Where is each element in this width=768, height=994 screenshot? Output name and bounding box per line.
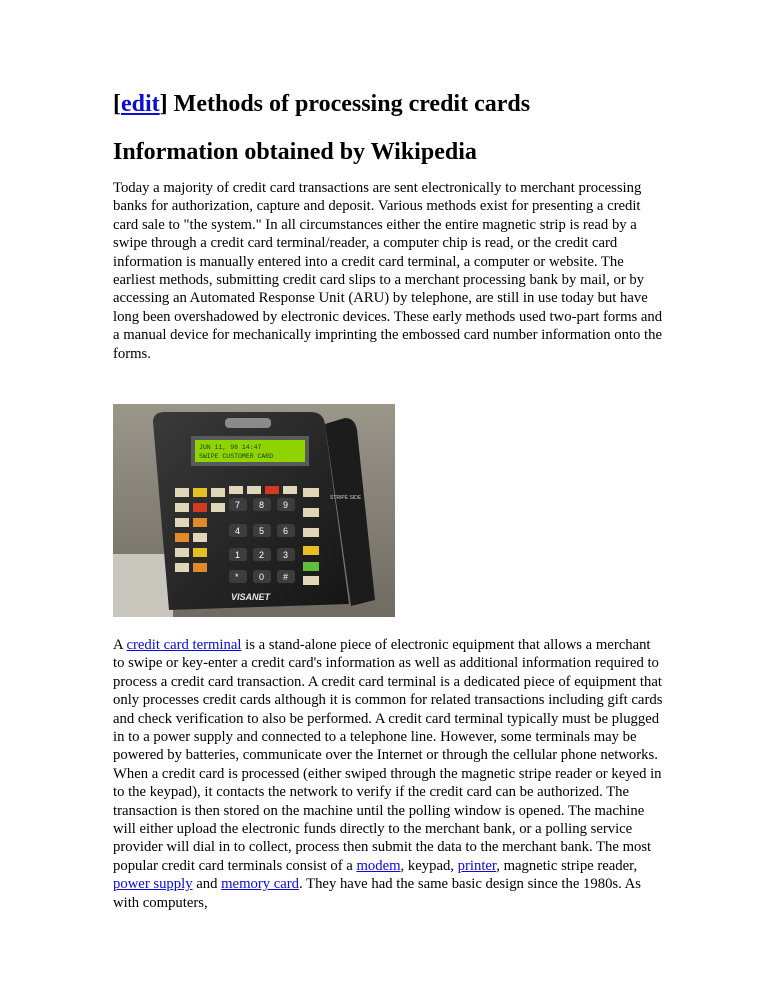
text-run: is a stand-alone piece of electronic equipment that allows a merchant to swipe or key-enter a credit card's information as well as additional information required to process a credit card transaction. A credit card terminal is a dedicated piece of equipment that only processes credit cards although it is common for related transactions including gift cards and check verification to also be performed. A credit card terminal typically must be plugged in to a power supply and connected to a telephone line. However, some terminals may be powered by batteries, communicate over the Internet or through the cellular phone networks. When a credit card is processed (either swiped through the magnetic stripe reader or keyed in to the keypad), it contacts the network to verify if the credit card can be authorized. The transaction is then stored on the machine until the polling window is opened. The machine will either upload the electronic funds directly to the merchant bank, or a polling service provider will dial in to collect, process then submit the data to the merchant bank. The most popular credit card terminals consist of a	[113, 637, 663, 874]
bracket-close: ]	[159, 91, 168, 117]
photo-paper	[113, 554, 173, 617]
text-run: A	[113, 637, 127, 653]
link-credit-card-terminal[interactable]: credit card terminal	[126, 637, 242, 653]
text-run: and	[192, 876, 222, 893]
svg-text:2: 2	[259, 550, 265, 560]
svg-text:3: 3	[283, 550, 289, 560]
logo-plate	[225, 418, 271, 428]
svg-text:0: 0	[259, 572, 265, 582]
svg-text:*: *	[235, 572, 239, 582]
page-title-text: Methods of processing credit cards	[167, 91, 531, 117]
subtitle: Information obtained by Wikipedia	[113, 139, 477, 165]
stripe-side-label: STRIPE SIDE	[330, 495, 362, 501]
intro-paragraph: Today a majority of credit card transactions are sent electronically to merchant processing banks for authorization, capture and deposit. Various methods exist for presenting a credit card sale to "the system." In all circumstances either the entire magnetic strip is read by a swipe through a credit card terminal/reader, a computer chip is read, or the credit card information is manually entered into a credit card terminal, a computer or website. The earliest methods, submitting credit card slips to a merchant processing bank by mail, or by accessing an Automated Response Unit (ARU) by telephone, are still in use today but have long been overshadowed by electronic devices. These early methods used two-part forms and a manual device for mechanically imprinting the embossed card number information onto the forms.	[113, 180, 663, 362]
svg-text:9: 9	[283, 500, 289, 510]
lcd-line-1: JUN 11, 98 14:47	[199, 444, 262, 451]
svg-text:7: 7	[235, 500, 241, 510]
visanet-logo: VISANET	[231, 592, 271, 602]
svg-text:6: 6	[283, 526, 289, 536]
terminal-photo	[113, 404, 395, 617]
link-memory-card[interactable]: memory card	[221, 876, 300, 893]
page-title	[113, 88, 530, 120]
terminal-paragraph	[113, 636, 663, 912]
svg-text:8: 8	[259, 500, 265, 510]
edit-link-main[interactable]: edit	[121, 91, 160, 117]
svg-text:5: 5	[259, 526, 265, 536]
text-run: . They have had the same basic design since the 1980s. As with computers,	[113, 876, 641, 911]
bracket-open: [	[113, 91, 121, 117]
svg-text:#: #	[283, 572, 289, 582]
svg-text:4: 4	[235, 526, 241, 536]
lcd-line-2: SWIPE CUSTOMER CARD	[199, 453, 274, 460]
svg-text:1: 1	[235, 550, 241, 560]
text-run: , keypad,	[400, 857, 458, 874]
link-modem[interactable]: modem	[356, 857, 401, 874]
link-printer[interactable]: printer	[457, 857, 497, 874]
text-run: , magnetic stripe reader,	[496, 857, 638, 874]
terminal-photo-svg	[113, 404, 395, 617]
link-power-supply[interactable]: power supply	[113, 876, 193, 893]
